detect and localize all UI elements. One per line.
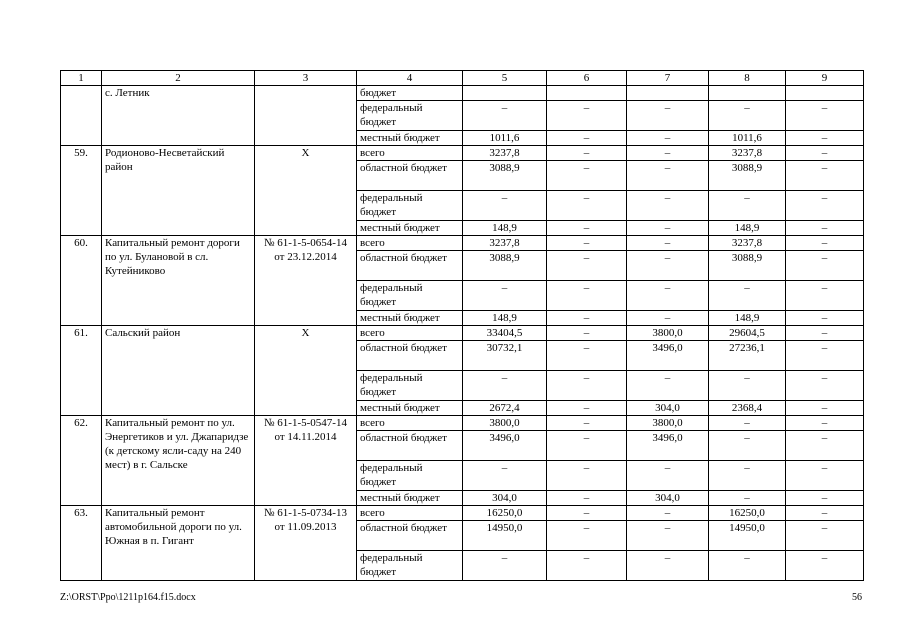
header-cell: 3 xyxy=(255,71,357,86)
value-cell: – xyxy=(547,521,627,551)
value-cell: – xyxy=(709,431,786,461)
value-cell: – xyxy=(786,146,864,161)
value-cell: – xyxy=(786,251,864,281)
row-number: 62. xyxy=(61,416,102,506)
funding-source: федеральный бюджет xyxy=(357,551,463,581)
value-cell: – xyxy=(547,506,627,521)
page-number: 56 xyxy=(852,592,862,603)
funding-source: областной бюджет xyxy=(357,521,463,551)
item-name: Капитальный ремонт дороги по ул. Булановой в сл. Кутейниково xyxy=(102,236,255,326)
value-cell: – xyxy=(627,281,709,311)
value-cell: 304,0 xyxy=(627,491,709,506)
value-cell: – xyxy=(547,221,627,236)
funding-source: областной бюджет xyxy=(357,431,463,461)
table-row xyxy=(61,326,864,341)
value-cell: – xyxy=(627,131,709,146)
funding-source: местный бюджет xyxy=(357,221,463,236)
funding-source: местный бюджет xyxy=(357,491,463,506)
value-cell: – xyxy=(627,551,709,581)
value-cell: – xyxy=(547,326,627,341)
value-cell: – xyxy=(709,281,786,311)
value-cell: – xyxy=(709,101,786,131)
value-cell: – xyxy=(786,341,864,371)
value-cell: – xyxy=(547,251,627,281)
value-cell: – xyxy=(463,551,547,581)
row-number: 61. xyxy=(61,326,102,416)
table-body xyxy=(61,71,864,581)
value-cell: 3800,0 xyxy=(463,416,547,431)
value-cell: 148,9 xyxy=(463,221,547,236)
funding-source: областной бюджет xyxy=(357,161,463,191)
item-name: с. Летник xyxy=(102,86,255,146)
value-cell: – xyxy=(627,221,709,236)
row-number: 60. xyxy=(61,236,102,326)
header-row xyxy=(61,71,864,86)
value-cell: – xyxy=(709,551,786,581)
value-cell: – xyxy=(463,191,547,221)
value-cell: – xyxy=(547,401,627,416)
value-cell: 14950,0 xyxy=(463,521,547,551)
item-name: Капитальный ремонт по ул. Энергетиков и ул. Джапаридзе (к детскому ясли-саду на 240 мест) в г. Сальске xyxy=(102,416,255,506)
value-cell: 3088,9 xyxy=(463,161,547,191)
value-cell: – xyxy=(547,491,627,506)
value-cell: 3237,8 xyxy=(709,146,786,161)
value-cell xyxy=(709,86,786,101)
header-cell: 5 xyxy=(463,71,547,86)
value-cell: – xyxy=(786,161,864,191)
value-cell: – xyxy=(786,311,864,326)
value-cell: – xyxy=(627,146,709,161)
value-cell: 16250,0 xyxy=(463,506,547,521)
value-cell: 3237,8 xyxy=(709,236,786,251)
value-cell: – xyxy=(786,371,864,401)
value-cell: – xyxy=(627,251,709,281)
value-cell xyxy=(627,86,709,101)
value-cell: – xyxy=(786,281,864,311)
value-cell: – xyxy=(547,551,627,581)
value-cell: – xyxy=(627,371,709,401)
value-cell xyxy=(547,86,627,101)
value-cell: – xyxy=(547,131,627,146)
value-cell: – xyxy=(547,311,627,326)
value-cell: 3088,9 xyxy=(709,251,786,281)
header-cell: 7 xyxy=(627,71,709,86)
value-cell: – xyxy=(627,506,709,521)
header-cell: 2 xyxy=(102,71,255,86)
value-cell: 2368,4 xyxy=(709,401,786,416)
value-cell: 1011,6 xyxy=(463,131,547,146)
funding-source: федеральный бюджет xyxy=(357,461,463,491)
value-cell: – xyxy=(786,326,864,341)
value-cell: – xyxy=(463,461,547,491)
item-name: Сальский район xyxy=(102,326,255,416)
item-name: Капитальный ремонт автомобильной дороги по ул. Южная в п. Гигант xyxy=(102,506,255,581)
document-number xyxy=(255,86,357,146)
value-cell: – xyxy=(627,191,709,221)
funding-source: федеральный бюджет xyxy=(357,101,463,131)
value-cell: – xyxy=(786,431,864,461)
document-number: № 61-1-5-0654-14 от 23.12.2014 xyxy=(255,236,357,326)
document-number: Х xyxy=(255,326,357,416)
value-cell: – xyxy=(547,431,627,461)
value-cell: – xyxy=(627,311,709,326)
value-cell: 3496,0 xyxy=(463,431,547,461)
value-cell: – xyxy=(547,371,627,401)
value-cell: 29604,5 xyxy=(709,326,786,341)
funding-source: федеральный бюджет xyxy=(357,191,463,221)
value-cell: – xyxy=(786,506,864,521)
value-cell: – xyxy=(786,491,864,506)
value-cell: – xyxy=(786,131,864,146)
value-cell: – xyxy=(547,101,627,131)
file-path: Z:\ORST\Ppo\1211p164.f15.docx xyxy=(60,592,196,603)
value-cell: – xyxy=(786,551,864,581)
funding-source: областной бюджет xyxy=(357,341,463,371)
document-number: № 61-1-5-0734-13 от 11.09.2013 xyxy=(255,506,357,581)
value-cell: – xyxy=(627,521,709,551)
row-number xyxy=(61,86,102,146)
value-cell: 30732,1 xyxy=(463,341,547,371)
value-cell: 3088,9 xyxy=(463,251,547,281)
row-number: 63. xyxy=(61,506,102,581)
value-cell: 304,0 xyxy=(627,401,709,416)
value-cell: – xyxy=(786,521,864,551)
value-cell: – xyxy=(709,191,786,221)
value-cell: 304,0 xyxy=(463,491,547,506)
value-cell: – xyxy=(709,491,786,506)
value-cell: – xyxy=(709,371,786,401)
value-cell: 3496,0 xyxy=(627,341,709,371)
funding-source: местный бюджет xyxy=(357,311,463,326)
funding-source: всего xyxy=(357,236,463,251)
value-cell: – xyxy=(627,461,709,491)
row-number: 59. xyxy=(61,146,102,236)
value-cell: 1011,6 xyxy=(709,131,786,146)
value-cell: – xyxy=(463,371,547,401)
value-cell: – xyxy=(547,191,627,221)
funding-source: местный бюджет xyxy=(357,401,463,416)
value-cell: 3237,8 xyxy=(463,146,547,161)
value-cell: 27236,1 xyxy=(709,341,786,371)
value-cell: – xyxy=(547,281,627,311)
value-cell: 148,9 xyxy=(709,311,786,326)
value-cell: – xyxy=(709,461,786,491)
funding-source: всего xyxy=(357,506,463,521)
value-cell: – xyxy=(547,236,627,251)
funding-source: федеральный бюджет xyxy=(357,371,463,401)
item-name: Родионово-Несветайский район xyxy=(102,146,255,236)
value-cell: 14950,0 xyxy=(709,521,786,551)
funding-source: федеральный бюджет xyxy=(357,281,463,311)
value-cell: – xyxy=(786,101,864,131)
value-cell: 3496,0 xyxy=(627,431,709,461)
document-number: № 61-1-5-0547-14 от 14.11.2014 xyxy=(255,416,357,506)
value-cell: – xyxy=(627,236,709,251)
budget-table xyxy=(60,70,864,581)
value-cell: – xyxy=(786,191,864,221)
value-cell xyxy=(786,86,864,101)
value-cell: – xyxy=(786,236,864,251)
value-cell: 3088,9 xyxy=(709,161,786,191)
value-cell: 3800,0 xyxy=(627,326,709,341)
header-cell: 9 xyxy=(786,71,864,86)
value-cell: – xyxy=(786,221,864,236)
funding-source: бюджет xyxy=(357,86,463,101)
value-cell: – xyxy=(547,146,627,161)
header-cell: 8 xyxy=(709,71,786,86)
value-cell: 148,9 xyxy=(463,311,547,326)
table-row xyxy=(61,416,864,431)
table-row xyxy=(61,146,864,161)
funding-source: местный бюджет xyxy=(357,131,463,146)
value-cell: 148,9 xyxy=(709,221,786,236)
table-row xyxy=(61,236,864,251)
value-cell: – xyxy=(547,341,627,371)
table-row xyxy=(61,506,864,521)
value-cell: 33404,5 xyxy=(463,326,547,341)
value-cell: – xyxy=(547,416,627,431)
value-cell: – xyxy=(627,161,709,191)
table-row xyxy=(61,86,864,101)
value-cell: 2672,4 xyxy=(463,401,547,416)
value-cell: – xyxy=(786,461,864,491)
value-cell: 3237,8 xyxy=(463,236,547,251)
value-cell: – xyxy=(463,281,547,311)
value-cell: – xyxy=(547,161,627,191)
value-cell: – xyxy=(627,101,709,131)
funding-source: всего xyxy=(357,146,463,161)
value-cell: – xyxy=(786,416,864,431)
value-cell xyxy=(463,86,547,101)
value-cell: 16250,0 xyxy=(709,506,786,521)
header-cell: 4 xyxy=(357,71,463,86)
value-cell: – xyxy=(463,101,547,131)
document-number: Х xyxy=(255,146,357,236)
funding-source: областной бюджет xyxy=(357,251,463,281)
header-cell: 6 xyxy=(547,71,627,86)
funding-source: всего xyxy=(357,326,463,341)
value-cell: – xyxy=(547,461,627,491)
value-cell: – xyxy=(786,401,864,416)
funding-source: всего xyxy=(357,416,463,431)
value-cell: – xyxy=(709,416,786,431)
header-cell: 1 xyxy=(61,71,102,86)
value-cell: 3800,0 xyxy=(627,416,709,431)
